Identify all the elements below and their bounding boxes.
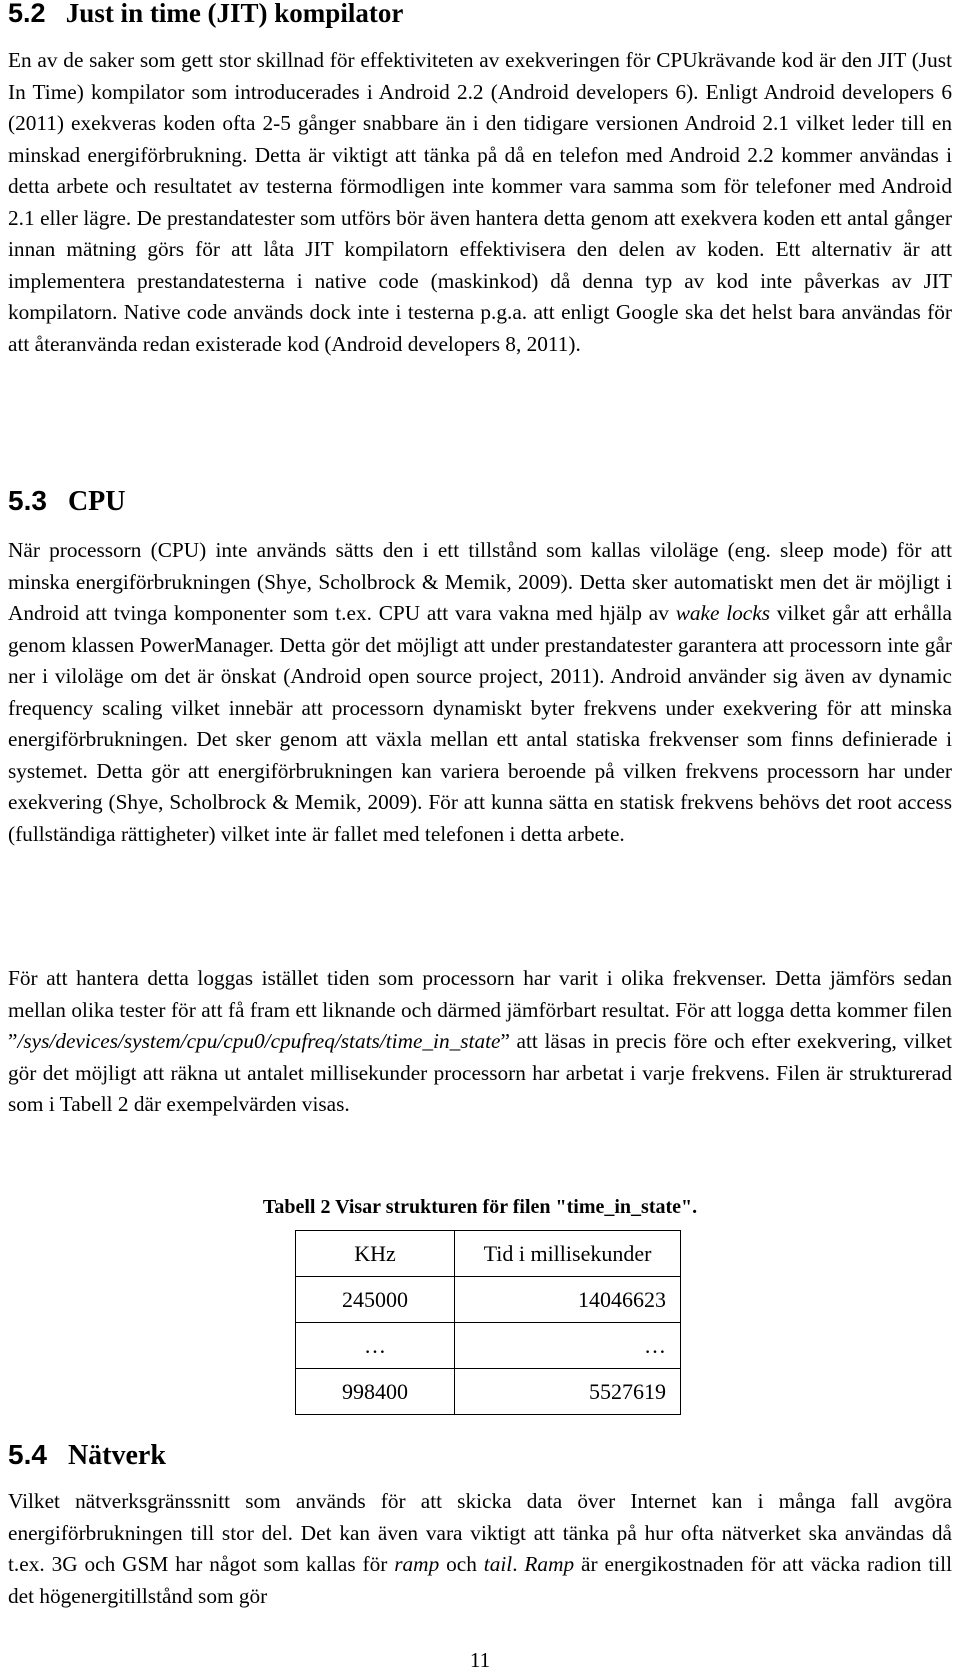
- section-heading-network: [8, 1441, 166, 1470]
- cell-khz: 998400: [296, 1369, 455, 1415]
- table-caption: Tabell 2 Visar strukturen för filen "time_in_state".: [262, 1196, 698, 1218]
- table-row: [296, 1323, 681, 1369]
- table-row: [296, 1277, 681, 1323]
- cell-time: 14046623: [455, 1277, 681, 1323]
- jit-paragraph: En av de saker som gett stor skillnad för effektiviteten av exekveringen för CPUkrävande kod är den JIT (Just In Time) kompilator som introducerades i Android 2.2 (Android developers 6). Enligt Android developers 6 (2011) exekveras koden ofta 2-5 gånger snabbare än i den tidigare versionen Android 2.1 vilket leder till en minskad energiförbrukning. Detta är viktigt att tänka på då en telefon med Android 2.2 kommer användas i detta arbete och resultatet av testerna förmodligen inte kommer vara samma som för telefoner med Android 2.1 eller lägre. De prestandatester som utförs bör även hantera detta genom att exekvera koden ett antal gånger innan mätning görs för att låta JIT kompilatorn effektivisera den delen av koden. Ett alternativ är att implementera prestandatesterna i native code (maskinkod) då denna typ av kod inte påverkas av JIT kompilatorn. Native code används dock inte i testerna p.g.a. att enligt Google ska det helst bara användas för att återanvända redan existerade kod (Android developers 8, 2011).: [8, 48, 952, 356]
- table-row: [296, 1369, 681, 1415]
- cell-time: 5527619: [455, 1369, 681, 1415]
- time-in-state-table: [295, 1230, 681, 1415]
- tail-term: tail: [483, 1552, 513, 1576]
- section-title: CPU: [67, 486, 126, 517]
- ramp-term: Ramp: [524, 1552, 575, 1576]
- cell-time: …: [455, 1323, 681, 1369]
- network-paragraph: Vilket nätverksgränssnitt som används för att skicka data över Internet kan i många fall avgöra energiförbrukningen till stor del. Det kan även vara viktigt att tänka på hur ofta nätverket ska användas då t.ex. 3G och GSM har något som kallas för ramp och tail. Ramp är energikostnaden för att väcka radion till det högenergitillstånd som gör: [8, 1489, 952, 1608]
- section-heading-cpu: [8, 487, 125, 516]
- cell-khz: 245000: [296, 1277, 455, 1323]
- section-number: 5.4: [8, 1439, 47, 1470]
- section-title: Just in time (JIT) kompilator: [65, 0, 404, 28]
- page-number: 11: [469, 1648, 491, 1672]
- cell-khz: …: [296, 1323, 455, 1369]
- file-path: /sys/devices/system/cpu/cpu0/cpufreq/stats/time_in_state: [17, 1029, 501, 1053]
- section-number: 5.3: [8, 485, 47, 516]
- cpu-paragraph-1: När processorn (CPU) inte används sätts den i ett tillstånd som kallas viloläge (eng. sleep mode) för att minska energiförbrukningen (Shye, Scholbrock & Memik, 2009). Detta sker automatiskt men det är möjligt i Android att tvinga komponenter som t.ex. CPU att vara vakna med hjälp av wake locks vilket går att erhålla genom klassen PowerManager. Detta gör det möjligt att under prestandatester garantera att processorn inte går ner i viloläge om det är önskat (Android open source project, 2011). Android använder sig även av dynamic frequency scaling vilket innebär att processorn dynamiskt byter frekvens under exekvering för att minska energiförbrukningen. Det sker genom att växla mellan ett antal statiska frekvenser som finns definierade i systemet. Detta gör att energiförbrukningen kan variera beroende på vilken frekvens processorn har under exekvering (Shye, Scholbrock & Memik, 2009). För att kunna sätta en statisk frekvens behövs det root access (fullständiga rättigheter) vilket inte är fallet med telefonen i detta arbete.: [8, 538, 953, 846]
- section-title: Nätverk: [67, 1440, 166, 1471]
- wake-locks-term: wake locks: [675, 601, 770, 625]
- section-heading-jit: [8, 0, 403, 27]
- cpu-paragraph-2: För att hantera detta loggas istället tiden som processorn har varit i olika frekvenser. Detta jämförs sedan mellan olika tester för att få fram ett liknande och därmed jämförbart resultat. För att logga detta kommer filen ”/sys/devices/system/cpu/cpu0/cpufreq/stats/time_in_state” att läsas in precis före och efter exekvering, vilket gör det möjligt att räkna ut antalet millisekunder processorn har arbetat i varje frekvens. Filen är strukturerad som i Tabell 2 där exempelvärden visas.: [8, 966, 952, 1116]
- header-khz: KHz: [296, 1231, 455, 1277]
- section-number: 5.2: [8, 0, 46, 28]
- ramp-term: ramp: [394, 1552, 440, 1576]
- header-time: Tid i millisekunder: [455, 1231, 681, 1277]
- table-header-row: [296, 1231, 681, 1277]
